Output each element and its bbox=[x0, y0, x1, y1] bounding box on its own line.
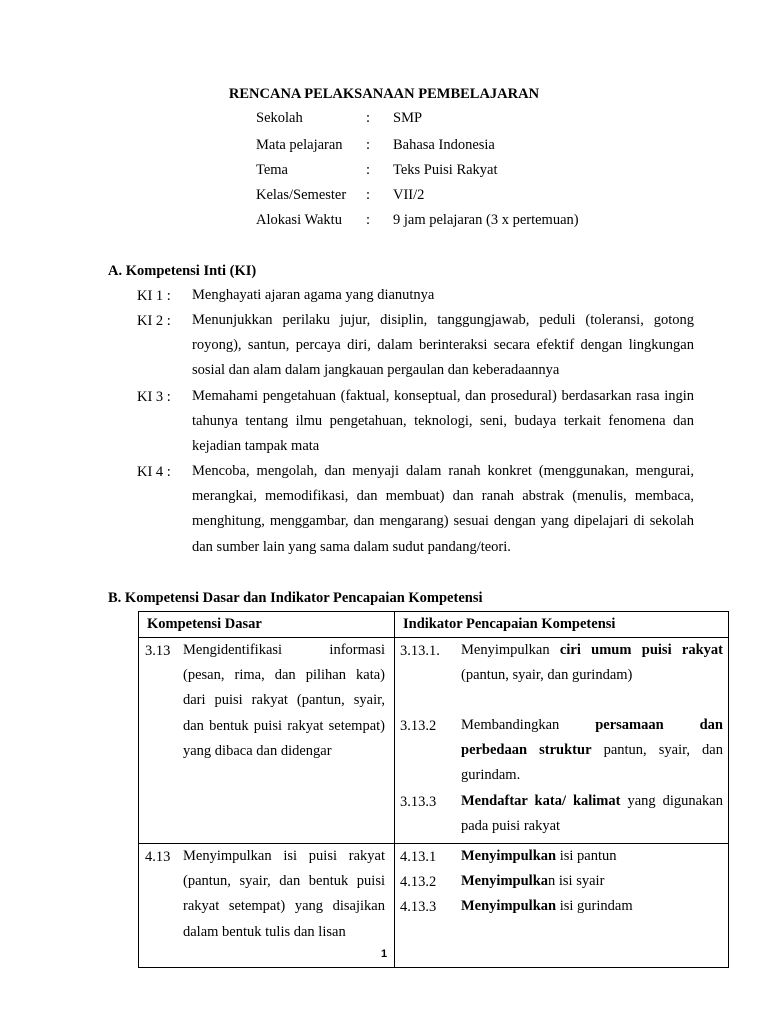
header-colon: : bbox=[366, 110, 371, 126]
header-colon: : bbox=[366, 162, 371, 178]
ki-3-label: KI 3 : bbox=[137, 389, 171, 405]
section-b-heading: B. Kompetensi Dasar dan Indikator Pencapaian Kompetensi bbox=[108, 590, 483, 606]
kd-text: Mengidentifikasi informasi (pesan, rima, dan pilihan kata) dari puisi rakyat (pantun, syair, dan bentuk puisi rakyat setempat) yang dibaca dan didengar bbox=[183, 642, 385, 759]
section-a-heading: A. Kompetensi Inti (KI) bbox=[108, 263, 257, 279]
indicator-text: Membandingkan persamaan dan perbedaan struktur pantun, syair, dan gurindam. bbox=[461, 717, 723, 784]
header-label-tema: Tema bbox=[256, 162, 288, 178]
header-value-sekolah: SMP bbox=[393, 110, 423, 126]
document-title: RENCANA PELAKSANAAN PEMBELAJARAN bbox=[228, 86, 540, 102]
indicator-text: Mendaftar kata/ kalimat yang digunakan pada puisi rakyat bbox=[461, 793, 723, 835]
header-label-alokasi-waktu: Alokasi Waktu bbox=[256, 212, 342, 228]
indicator-number: 3.13.2 bbox=[400, 718, 437, 734]
indicator-cell bbox=[395, 638, 729, 844]
indicator-text: Menyimpulkan isi gurindam bbox=[461, 898, 633, 914]
header-label-kelas-semester: Kelas/Semester bbox=[256, 187, 347, 203]
header-colon: : bbox=[366, 187, 371, 203]
ki-2-text: Menunjukkan perilaku jujur, disiplin, tanggungjawab, peduli (toleransi, gotong royong), santun, percaya diri, dalam berinteraksi secara efektif dengan lingkungan sosial dan alam dalam jangkauan pergaulan dan keberadaannya bbox=[192, 312, 694, 379]
header-colon: : bbox=[366, 137, 371, 153]
indicator-text: Menyimpulkan ciri umum puisi rakyat (pantun, syair, dan gurindam) bbox=[461, 642, 723, 684]
header-label-sekolah: Sekolah bbox=[256, 110, 303, 126]
kd-text: Menyimpulkan isi puisi rakyat (pantun, syair, dan bentuk puisi rakyat setempat) yang disajikan dalam bentuk tulis dan lisan bbox=[183, 848, 385, 940]
header-colon: : bbox=[366, 212, 371, 228]
table-header-row bbox=[139, 612, 729, 638]
header-value-alokasi-waktu: 9 jam pelajaran (3 x pertemuan) bbox=[393, 212, 579, 228]
kd-number: 4.13 bbox=[145, 849, 171, 865]
indicator-number: 4.13.1 bbox=[400, 849, 437, 865]
ki-3-text: Memahami pengetahuan (faktual, konseptual, dan prosedural) berdasarkan rasa ingin tahunya tentang ilmu pengetahuan, teknologi, seni, budaya terkait fenomena dan kejadian tampak mata bbox=[192, 388, 694, 455]
table-row bbox=[139, 638, 729, 844]
competency-table bbox=[138, 611, 729, 968]
indicator-text: Menyimpulkan isi syair bbox=[461, 873, 605, 889]
indicator-text: Menyimpulkan isi pantun bbox=[461, 848, 617, 864]
header-label-mata-pelajaran: Mata pelajaran bbox=[256, 137, 343, 153]
header-value-tema: Teks Puisi Rakyat bbox=[393, 162, 498, 178]
page-number: 1 bbox=[380, 948, 388, 960]
col-header-kompetensi-dasar: Kompetensi Dasar bbox=[139, 612, 395, 638]
kd-cell bbox=[139, 638, 395, 844]
header-value-mata-pelajaran: Bahasa Indonesia bbox=[393, 137, 495, 153]
indicator-number: 3.13.3 bbox=[400, 794, 437, 810]
indicator-number: 4.13.3 bbox=[400, 899, 437, 915]
ki-2-label: KI 2 : bbox=[137, 313, 171, 329]
col-header-indikator: Indikator Pencapaian Kompetensi bbox=[395, 612, 729, 638]
kd-number: 3.13 bbox=[145, 643, 171, 659]
ki-4-label: KI 4 : bbox=[137, 464, 171, 480]
ki-4-text: Mencoba, mengolah, dan menyaji dalam ranah konkret (menggunakan, mengurai, merangkai, memodifikasi, dan membuat) dan ranah abstrak (menulis, membaca, menghitung, menggambar, dan mengarang) sesuai dengan yang dipelajari di sekolah dan sumber lain yang sama dalam sudut pandang/teori. bbox=[192, 463, 694, 555]
ki-1-text: Menghayati ajaran agama yang dianutnya bbox=[192, 287, 435, 303]
ki-1-label: KI 1 : bbox=[137, 288, 171, 304]
header-value-kelas-semester: VII/2 bbox=[393, 187, 425, 203]
indicator-number: 4.13.2 bbox=[400, 874, 437, 890]
indicator-number: 3.13.1. bbox=[400, 643, 440, 659]
